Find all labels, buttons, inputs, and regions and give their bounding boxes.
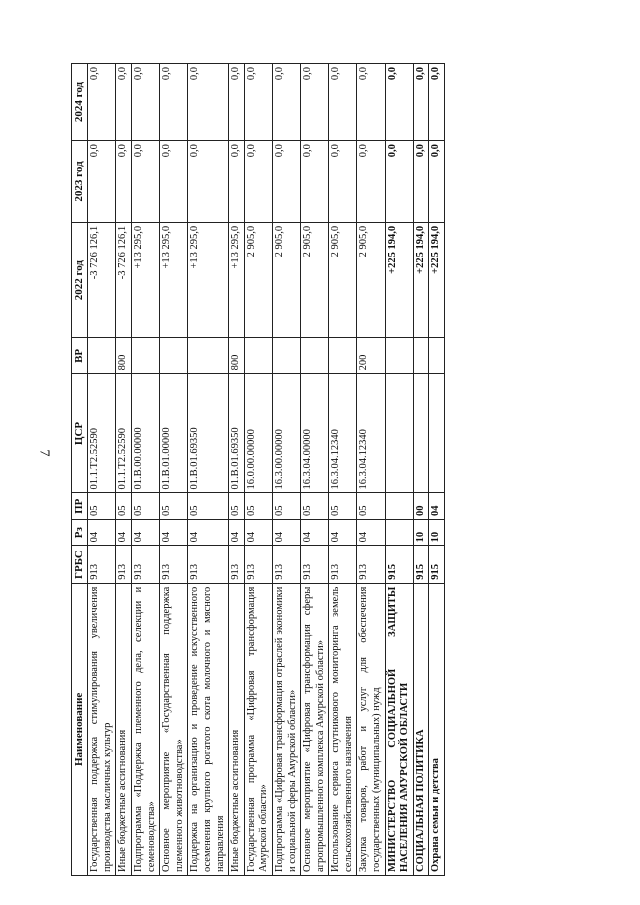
cell-pr (385, 493, 413, 519)
cell-csr: 16.3.04.00000 (301, 374, 329, 493)
header-pr: ПР (72, 493, 88, 519)
cell-pr: 05 (188, 493, 229, 519)
table-row (229, 64, 245, 876)
cell-pr: 05 (88, 493, 116, 519)
header-2024: 2024 год (72, 64, 88, 141)
cell-name: Использование сервиса спутникового мониторинга земель сельскохозяйственного назначения (329, 583, 357, 875)
cell-y2023: 0,0 (188, 141, 229, 223)
cell-grbs: 913 (272, 546, 300, 583)
cell-grbs: 913 (229, 546, 245, 583)
table-row (131, 64, 159, 876)
cell-y2024: 0,0 (413, 64, 429, 141)
cell-y2024: 0,0 (301, 64, 329, 141)
cell-vr: 800 (116, 338, 132, 374)
cell-vr (88, 338, 116, 374)
header-csr: ЦСР (72, 374, 88, 493)
cell-y2023: 0,0 (429, 141, 445, 223)
cell-csr: 16.3.00.00000 (272, 374, 300, 493)
table-row (116, 64, 132, 876)
cell-rz: 04 (229, 519, 245, 545)
cell-name: Охрана семьи и детства (429, 583, 445, 875)
table-row (88, 64, 116, 876)
cell-pr: 05 (229, 493, 245, 519)
table-body (88, 64, 445, 876)
table-row (385, 64, 413, 876)
header-grbs: ГРБС (72, 546, 88, 583)
cell-grbs: 913 (301, 546, 329, 583)
table-row (329, 64, 357, 876)
cell-grbs: 913 (188, 546, 229, 583)
cell-csr: 01.В.00.00000 (131, 374, 159, 493)
cell-y2024: 0,0 (357, 64, 385, 141)
cell-y2022: +13 295,0 (229, 222, 245, 337)
page-number: 7 (36, 449, 52, 457)
cell-csr: 16.0.00.00000 (244, 374, 272, 493)
cell-pr: 05 (301, 493, 329, 519)
cell-rz: 04 (272, 519, 300, 545)
cell-rz: 04 (160, 519, 188, 545)
cell-rz: 04 (357, 519, 385, 545)
cell-y2022: -3 726 126,1 (88, 222, 116, 337)
cell-y2022: 2 905,0 (272, 222, 300, 337)
cell-grbs: 915 (413, 546, 429, 583)
cell-pr: 00 (413, 493, 429, 519)
header-vr: ВР (72, 338, 88, 374)
cell-y2024: 0,0 (329, 64, 357, 141)
cell-y2023: 0,0 (160, 141, 188, 223)
table-row (301, 64, 329, 876)
cell-vr (301, 338, 329, 374)
cell-name: Иные бюджетные ассигнования (229, 583, 245, 875)
cell-grbs: 913 (357, 546, 385, 583)
cell-name: Поддержка на организацию и проведение искусственного осеменения крупного рогатого скота молочного и мясного направления (188, 583, 229, 875)
cell-y2022: +13 295,0 (131, 222, 159, 337)
cell-y2024: 0,0 (272, 64, 300, 141)
cell-y2023: 0,0 (413, 141, 429, 223)
cell-grbs: 913 (244, 546, 272, 583)
cell-vr (188, 338, 229, 374)
cell-vr (131, 338, 159, 374)
cell-csr (429, 374, 445, 493)
table-row (357, 64, 385, 876)
cell-grbs: 913 (131, 546, 159, 583)
cell-y2024: 0,0 (160, 64, 188, 141)
cell-name: МИНИСТЕРСТВО СОЦИАЛЬНОЙ ЗАЩИТЫ НАСЕЛЕНИЯ АМУРСКОЙ ОБЛАСТИ (385, 583, 413, 875)
cell-y2024: 0,0 (244, 64, 272, 141)
cell-pr: 05 (116, 493, 132, 519)
cell-y2023: 0,0 (116, 141, 132, 223)
cell-y2024: 0,0 (229, 64, 245, 141)
table-row (160, 64, 188, 876)
cell-y2022: -3 726 126,1 (116, 222, 132, 337)
cell-vr: 200 (357, 338, 385, 374)
budget-table (71, 63, 445, 876)
cell-y2024: 0,0 (88, 64, 116, 141)
cell-pr: 05 (131, 493, 159, 519)
cell-y2024: 0,0 (188, 64, 229, 141)
header-2023: 2023 год (72, 141, 88, 223)
cell-grbs: 913 (329, 546, 357, 583)
cell-name: Основное мероприятие «Цифровая трансформация сферы агропромышленного комплекса Амурской области» (301, 583, 329, 875)
cell-vr (272, 338, 300, 374)
cell-y2023: 0,0 (131, 141, 159, 223)
cell-y2023: 0,0 (357, 141, 385, 223)
cell-rz: 04 (188, 519, 229, 545)
cell-csr: 01.В.01.00000 (160, 374, 188, 493)
cell-rz: 10 (413, 519, 429, 545)
table-header-row (72, 64, 88, 876)
cell-name: Государственная поддержка стимулирования увеличения производства масличных культур (88, 583, 116, 875)
cell-name: Иные бюджетные ассигнования (116, 583, 132, 875)
cell-y2022: +225 194,0 (385, 222, 413, 337)
cell-y2023: 0,0 (272, 141, 300, 223)
cell-pr: 05 (329, 493, 357, 519)
cell-y2022: 2 905,0 (301, 222, 329, 337)
cell-y2022: 2 905,0 (357, 222, 385, 337)
cell-grbs: 915 (385, 546, 413, 583)
cell-grbs: 913 (88, 546, 116, 583)
cell-y2022: 2 905,0 (244, 222, 272, 337)
cell-vr (429, 338, 445, 374)
cell-vr (160, 338, 188, 374)
cell-y2023: 0,0 (385, 141, 413, 223)
cell-y2023: 0,0 (244, 141, 272, 223)
cell-pr: 05 (272, 493, 300, 519)
cell-name: Закупка товаров, работ и услуг для обеспечения государственных (муниципальных) нужд (357, 583, 385, 875)
table-row (413, 64, 429, 876)
table-row (244, 64, 272, 876)
cell-grbs: 915 (429, 546, 445, 583)
budget-table-container (71, 63, 591, 876)
cell-y2024: 0,0 (385, 64, 413, 141)
header-name: Наименование (72, 583, 88, 875)
cell-y2022: +225 194,0 (413, 222, 429, 337)
cell-csr: 01.1.Т2.52590 (88, 374, 116, 493)
cell-csr: 16.3.04.12340 (329, 374, 357, 493)
cell-y2023: 0,0 (88, 141, 116, 223)
cell-y2023: 0,0 (229, 141, 245, 223)
cell-vr (413, 338, 429, 374)
cell-csr: 16.3.04.12340 (357, 374, 385, 493)
table-row (188, 64, 229, 876)
cell-csr (413, 374, 429, 493)
cell-y2023: 0,0 (301, 141, 329, 223)
cell-vr: 800 (229, 338, 245, 374)
cell-pr: 05 (357, 493, 385, 519)
cell-rz: 10 (429, 519, 445, 545)
cell-rz: 04 (116, 519, 132, 545)
cell-pr: 05 (160, 493, 188, 519)
cell-y2024: 0,0 (131, 64, 159, 141)
cell-pr: 04 (429, 493, 445, 519)
cell-y2023: 0,0 (329, 141, 357, 223)
cell-y2022: 2 905,0 (329, 222, 357, 337)
table-row (429, 64, 445, 876)
cell-csr (385, 374, 413, 493)
cell-rz: 04 (88, 519, 116, 545)
cell-name: Подпрограмма «Поддержка племенного дела, селекции и семеноводства» (131, 583, 159, 875)
cell-rz: 04 (329, 519, 357, 545)
cell-csr: 01.1.Т2.52590 (116, 374, 132, 493)
cell-y2022: +13 295,0 (188, 222, 229, 337)
cell-name: Государственная программа «Цифровая трансформация Амурской области» (244, 583, 272, 875)
cell-y2022: +13 295,0 (160, 222, 188, 337)
cell-csr: 01.В.01.69350 (229, 374, 245, 493)
cell-pr: 05 (244, 493, 272, 519)
cell-y2024: 0,0 (429, 64, 445, 141)
cell-vr (385, 338, 413, 374)
table-row (272, 64, 300, 876)
cell-name: Подпрограмма «Цифровая трансформация отраслей экономики и социальной сферы Амурской области» (272, 583, 300, 875)
cell-vr (244, 338, 272, 374)
cell-csr: 01.В.01.69350 (188, 374, 229, 493)
cell-rz: 04 (244, 519, 272, 545)
cell-name: Основное мероприятие «Государственная поддержка племенного животноводства» (160, 583, 188, 875)
header-2022: 2022 год (72, 222, 88, 337)
cell-rz: 04 (301, 519, 329, 545)
cell-vr (329, 338, 357, 374)
cell-grbs: 913 (116, 546, 132, 583)
cell-rz (385, 519, 413, 545)
cell-rz: 04 (131, 519, 159, 545)
cell-name: СОЦИАЛЬНАЯ ПОЛИТИКА (413, 583, 429, 875)
cell-grbs: 913 (160, 546, 188, 583)
cell-y2024: 0,0 (116, 64, 132, 141)
cell-y2022: +225 194,0 (429, 222, 445, 337)
header-rz: Рз (72, 519, 88, 545)
